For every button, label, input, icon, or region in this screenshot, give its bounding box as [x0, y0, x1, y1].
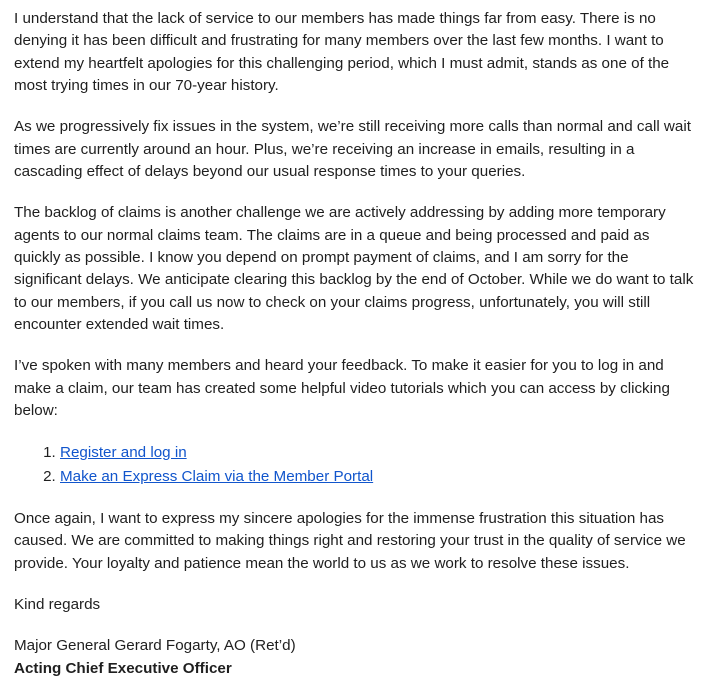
paragraph-1: I understand that the lack of service to our members has made things far from easy. There is no denying it has been difficult and frustrating for many members over the last few months. I want to extend my heartfelt apologies for this challenging period, which I must admit, stands as one of the most trying times in our 70-year history. [14, 10, 670, 95]
list-item[interactable] [60, 466, 698, 489]
paragraph-4: I’ve spoken with many members and heard your feedback. To make it easier for you to log in and make a claim, our team has created some helpful video tutorials which you can access by clicking below: [14, 357, 670, 420]
paragraph-2: As we progressively fix issues in the system, we’re still receiving more calls than normal and call wait times are currently around an hour. Plus, we’re receiving an increase in emails, resulting in a cascading effect of delays beyond our usual response times to your queries. [14, 118, 691, 181]
paragraph-3: The backlog of claims is another challenge we are actively addressing by adding more temporary agents to our normal claims team. The claims are in a queue and being processed and paid as quickly as possible. I know you depend on prompt payment of claims, and I am sorry for the significant delays. We anticipate clearing this backlog by the end of October. While we do want to talk to our members, if you call us now to check on your claims progress, unfortunately, you will still encounter extended wait times. [14, 204, 694, 334]
signature-name: Major General Gerard Fogarty, AO (Ret’d) [14, 637, 296, 655]
link-express-claim-member-portal[interactable]: Make an Express Claim via the Member Portal [60, 468, 374, 486]
tutorial-link-list [14, 442, 698, 490]
link-register-and-log-in[interactable]: Register and log in [60, 443, 187, 461]
signature-title: Acting Chief Executive Officer [14, 659, 232, 677]
closing-paragraph: Once again, I want to express my sincere apologies for the immense frustration this situation has caused. We are committed to making things right and restoring your trust in the quality of service we provide. Your loyalty and patience mean the world to us as we work to resolve these issues. [14, 510, 686, 572]
signature-block [14, 635, 698, 680]
signoff: Kind regards [14, 596, 101, 614]
list-item[interactable] [60, 442, 698, 465]
